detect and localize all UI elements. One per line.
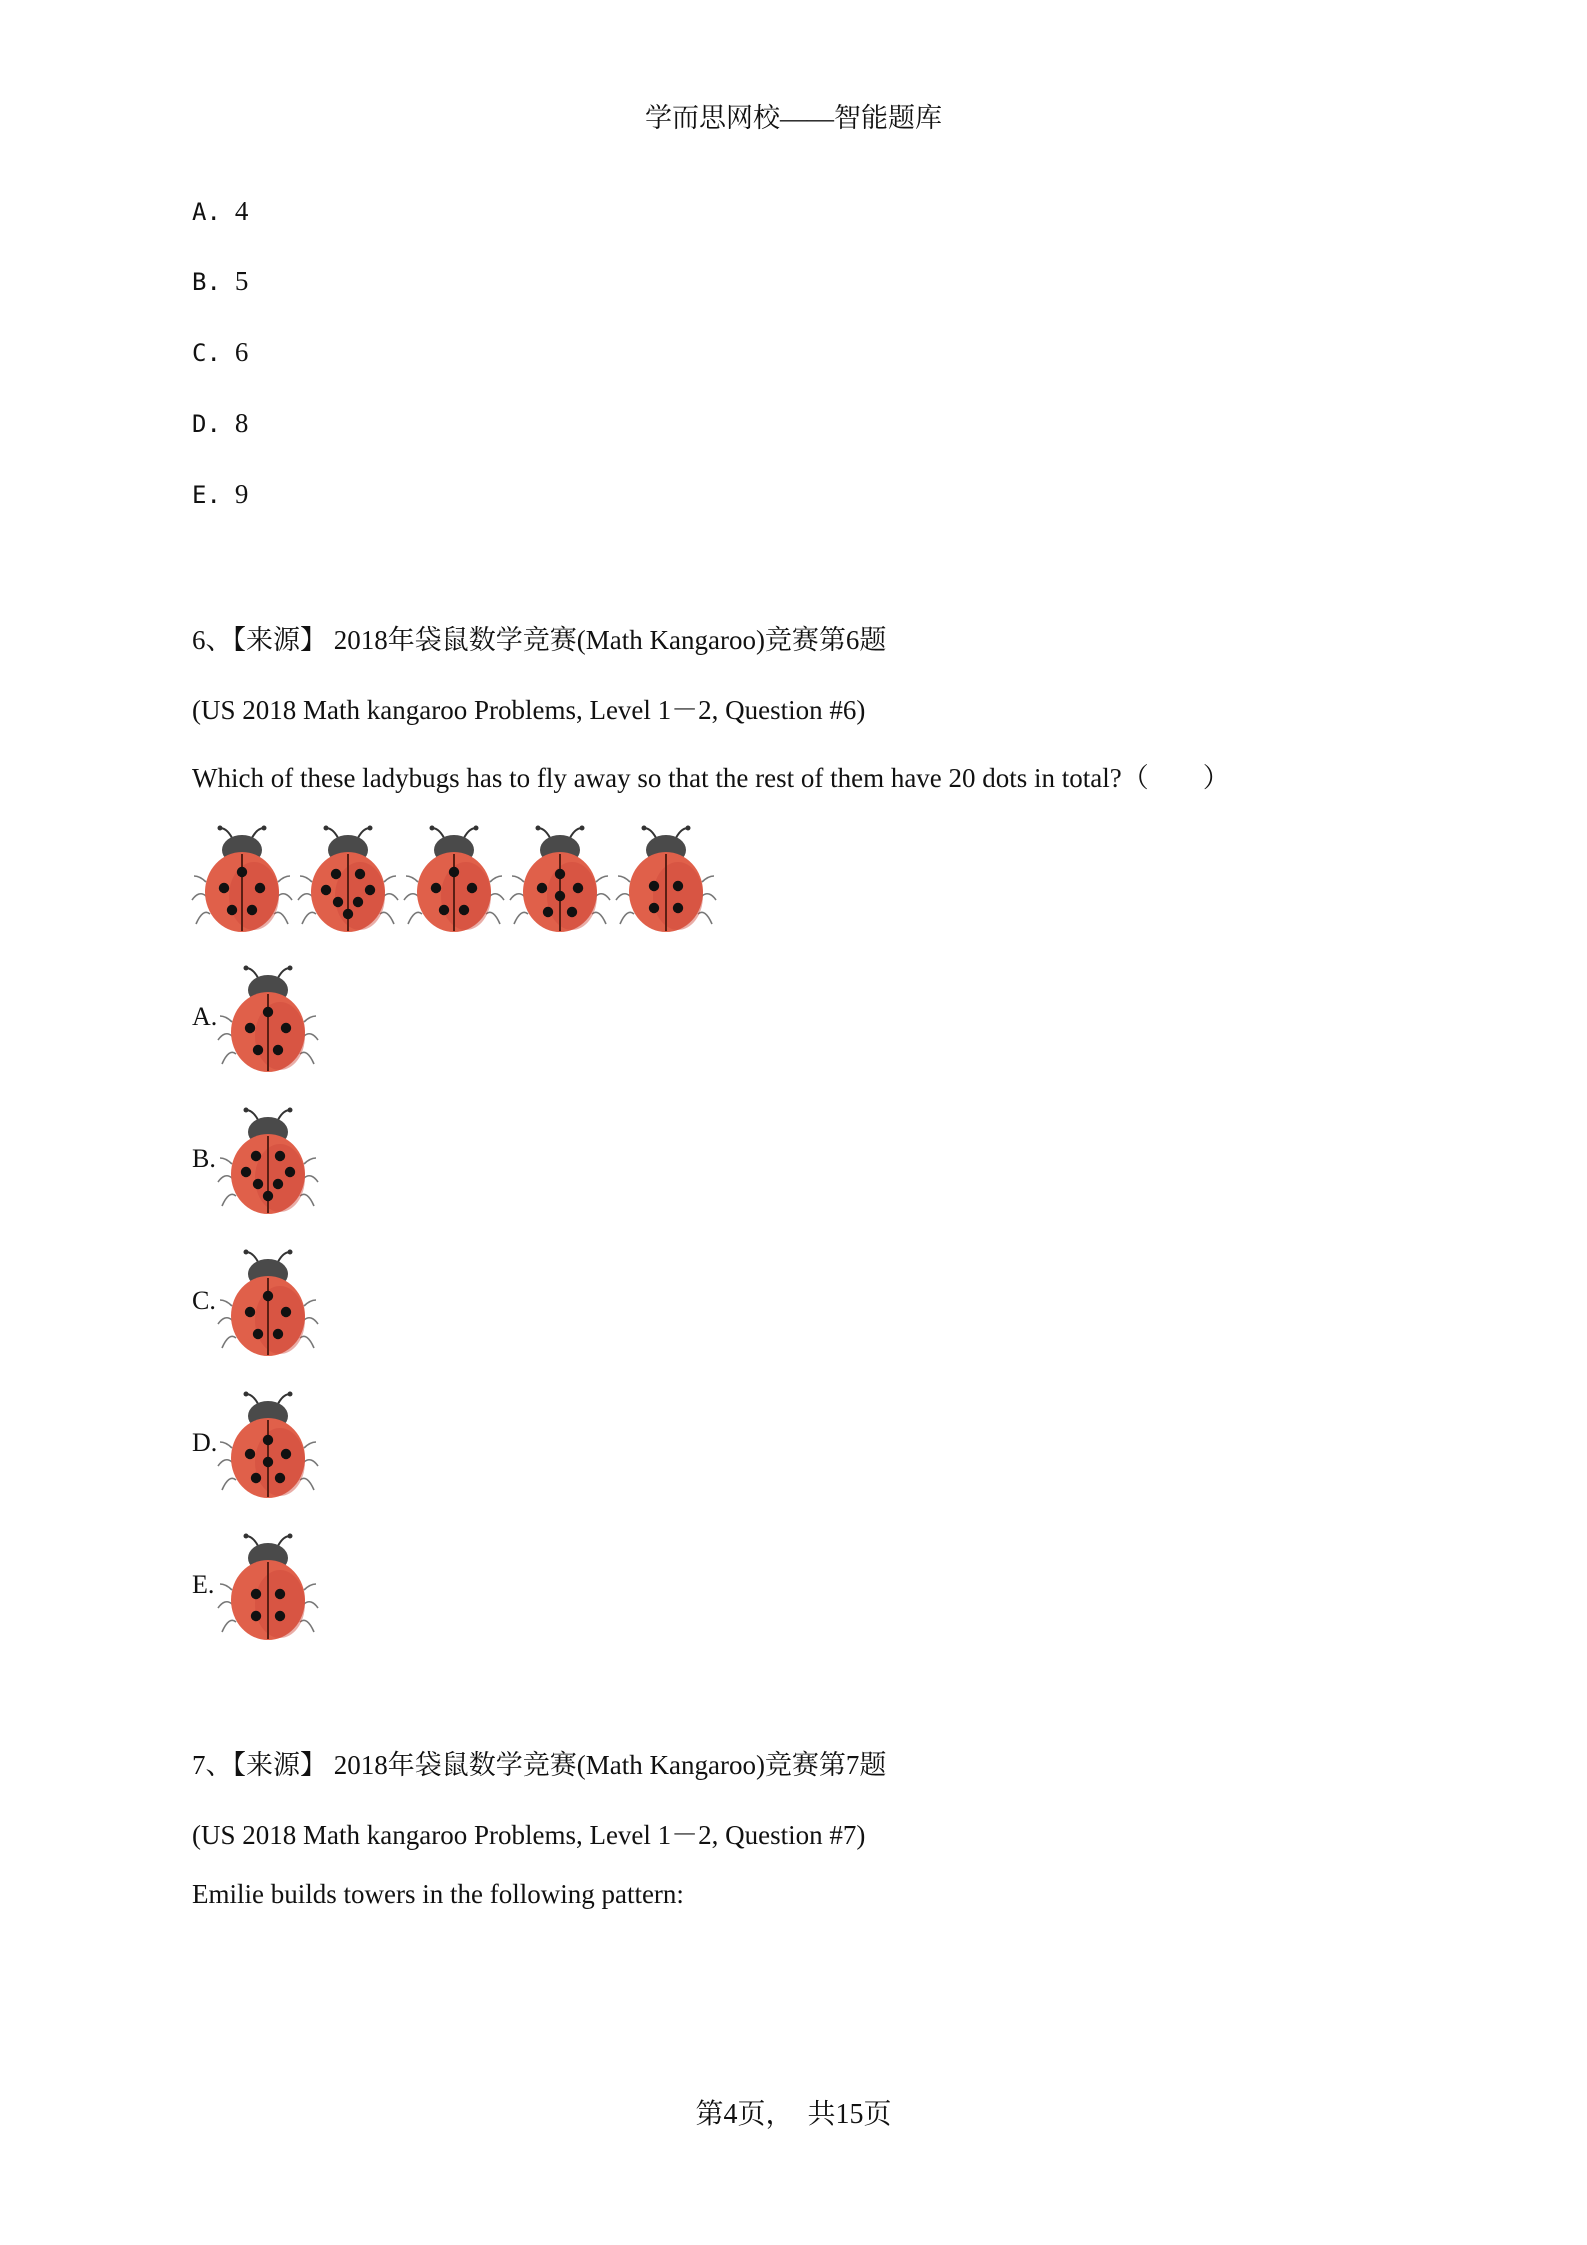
ladybug-dot bbox=[355, 869, 365, 879]
ladybug-dot bbox=[649, 881, 659, 891]
ladybug-leg bbox=[218, 1034, 232, 1040]
option-letter: A. bbox=[192, 198, 221, 226]
ladybug-dot bbox=[219, 883, 229, 893]
q5-option-c[interactable] bbox=[192, 337, 248, 368]
ladybug-row-1 bbox=[192, 824, 292, 934]
ladybug-dot bbox=[275, 1611, 285, 1621]
ladybug-leg bbox=[512, 876, 524, 882]
q7-question: Emilie builds towers in the following pattern: bbox=[192, 1879, 684, 1909]
ladybug-dot bbox=[343, 909, 353, 919]
ladybug-leg bbox=[592, 912, 606, 924]
ladybug-dot bbox=[459, 905, 469, 915]
ladybug-dot bbox=[251, 1473, 261, 1483]
ladybug-leg bbox=[510, 894, 524, 900]
q6-subtitle: (US 2018 Math kangaroo Problems, Level 1－2, Question #6) bbox=[192, 695, 866, 725]
ladybug-dot bbox=[281, 1023, 291, 1033]
ladybug-leg bbox=[300, 1478, 314, 1490]
antenna-tip bbox=[244, 1108, 249, 1113]
ladybug-leg bbox=[278, 876, 290, 882]
ladybug-dot bbox=[263, 1007, 273, 1017]
ladybug-dot bbox=[649, 903, 659, 913]
ladybug-leg bbox=[194, 876, 206, 882]
ladybug-leg bbox=[300, 876, 312, 882]
antenna-tip bbox=[288, 1108, 293, 1113]
ladybug-leg bbox=[300, 1336, 314, 1348]
ladybug-dot bbox=[263, 1191, 273, 1201]
ladybug-leg bbox=[218, 1460, 232, 1466]
ladybug-dot bbox=[273, 1179, 283, 1189]
q6-option-a-letter[interactable]: A. bbox=[192, 1002, 218, 1031]
option-letter: E. bbox=[192, 481, 221, 509]
ladybug-dot bbox=[567, 907, 577, 917]
antenna-tip bbox=[288, 1250, 293, 1255]
ladybug-dot bbox=[245, 1023, 255, 1033]
antenna-tip bbox=[244, 1392, 249, 1397]
antenna-tip bbox=[368, 826, 373, 831]
ladybug-leg bbox=[304, 1442, 316, 1448]
page-footer: 第4页， 共15页 bbox=[695, 2099, 892, 2130]
ladybug-leg bbox=[490, 876, 502, 882]
antenna-tip bbox=[288, 1534, 293, 1539]
ladybug-leg bbox=[300, 1194, 314, 1206]
ladybug-dot bbox=[285, 1167, 295, 1177]
ladybug-leg bbox=[298, 894, 312, 900]
ladybug-leg bbox=[304, 1016, 316, 1022]
option-letter: C. bbox=[192, 339, 221, 367]
ladybug-leg bbox=[384, 894, 398, 900]
ladybug-leg bbox=[222, 1336, 236, 1348]
ladybug-leg bbox=[278, 894, 292, 900]
ladybug-leg bbox=[222, 1052, 236, 1064]
ladybug-dot bbox=[245, 1449, 255, 1459]
option-value: 9 bbox=[234, 479, 249, 509]
ladybug-leg bbox=[222, 1478, 236, 1490]
ladybug-leg bbox=[304, 1584, 316, 1590]
ladybug-shade bbox=[255, 1002, 305, 1070]
ladybug-leg bbox=[304, 1318, 318, 1324]
ladybug-dot bbox=[255, 883, 265, 893]
ladybug-leg bbox=[302, 912, 316, 924]
ladybug-leg bbox=[220, 1584, 232, 1590]
ladybug-shade bbox=[547, 862, 597, 930]
ladybug-leg bbox=[698, 912, 712, 924]
ladybug-leg bbox=[596, 876, 608, 882]
q6-option-e-ladybug[interactable] bbox=[218, 1532, 318, 1642]
option-letter: B. bbox=[192, 268, 221, 296]
ladybug-leg bbox=[300, 1620, 314, 1632]
q6-option-a-ladybug[interactable] bbox=[218, 964, 318, 1074]
ladybug-leg bbox=[514, 912, 528, 924]
ladybug-dot bbox=[353, 897, 363, 907]
q7-source: 7、【来源】 2018年袋鼠数学竞赛(Math Kangaroo)竞赛第7题 bbox=[192, 1750, 887, 1780]
ladybug-dot bbox=[673, 881, 683, 891]
q6-option-b-ladybug[interactable] bbox=[218, 1106, 318, 1216]
ladybug-dot bbox=[281, 1449, 291, 1459]
ladybug-leg bbox=[220, 1300, 232, 1306]
q6-option-e-letter[interactable]: E. bbox=[192, 1570, 215, 1599]
antenna-tip bbox=[244, 966, 249, 971]
ladybug-leg bbox=[408, 912, 422, 924]
antenna-tip bbox=[430, 826, 435, 831]
ladybug-dot bbox=[251, 1611, 261, 1621]
antenna-tip bbox=[262, 826, 267, 831]
ladybug-dot bbox=[467, 883, 477, 893]
antenna-tip bbox=[474, 826, 479, 831]
option-letter: D. bbox=[192, 410, 221, 438]
ladybug-dot bbox=[251, 1589, 261, 1599]
antenna-tip bbox=[642, 826, 647, 831]
antenna-tip bbox=[218, 826, 223, 831]
ladybug-dot bbox=[273, 1045, 283, 1055]
ladybug-leg bbox=[304, 1460, 318, 1466]
antenna-tip bbox=[244, 1250, 249, 1255]
antenna-tip bbox=[244, 1534, 249, 1539]
ladybug-leg bbox=[222, 1194, 236, 1206]
ladybug-dot bbox=[251, 1151, 261, 1161]
ladybug-dot bbox=[253, 1329, 263, 1339]
ladybug-dot bbox=[275, 1473, 285, 1483]
ladybug-leg bbox=[702, 894, 716, 900]
ladybug-dot bbox=[365, 885, 375, 895]
ladybug-leg bbox=[618, 876, 630, 882]
ladybug-dot bbox=[253, 1179, 263, 1189]
ladybug-shade bbox=[255, 1570, 305, 1638]
ladybug-leg bbox=[304, 1158, 316, 1164]
q5-option-d[interactable] bbox=[192, 408, 248, 439]
ladybug-leg bbox=[596, 894, 610, 900]
antenna-tip bbox=[288, 966, 293, 971]
ladybug-dot bbox=[237, 867, 247, 877]
ladybug-dot bbox=[673, 903, 683, 913]
q6-option-c-letter[interactable]: C. bbox=[192, 1286, 216, 1315]
ladybug-row-5 bbox=[616, 824, 716, 934]
ladybug-dot bbox=[573, 883, 583, 893]
ladybug-shade bbox=[229, 862, 279, 930]
ladybug-dot bbox=[263, 1291, 273, 1301]
q6-option-d-ladybug[interactable] bbox=[218, 1390, 318, 1500]
antenna-tip bbox=[686, 826, 691, 831]
option-value: 6 bbox=[234, 337, 249, 367]
ladybug-dot bbox=[263, 1435, 273, 1445]
ladybug-dot bbox=[431, 883, 441, 893]
option-value: 5 bbox=[234, 266, 249, 296]
ladybug-dot bbox=[275, 1589, 285, 1599]
ladybug-leg bbox=[404, 894, 418, 900]
ladybug-dot bbox=[245, 1307, 255, 1317]
q6-question: Which of these ladybugs has to fly away so that the rest of them have 20 dots in total?（ ） bbox=[192, 763, 1230, 793]
ladybug-leg bbox=[486, 912, 500, 924]
ladybug-leg bbox=[406, 876, 418, 882]
ladybug-dot bbox=[247, 905, 257, 915]
q6-option-d-letter[interactable]: D. bbox=[192, 1428, 218, 1457]
ladybug-dot bbox=[273, 1329, 283, 1339]
q6-option-b-letter[interactable]: B. bbox=[192, 1144, 216, 1173]
ladybug-leg bbox=[220, 1442, 232, 1448]
ladybug-dot bbox=[449, 867, 459, 877]
ladybug-leg bbox=[304, 1300, 316, 1306]
option-value: 8 bbox=[234, 408, 249, 438]
ladybug-dot bbox=[281, 1307, 291, 1317]
ladybug-row-3 bbox=[404, 824, 504, 934]
ladybug-row-4 bbox=[510, 824, 610, 934]
ladybug-leg bbox=[300, 1052, 314, 1064]
ladybug-leg bbox=[192, 894, 206, 900]
ladybug-leg bbox=[616, 894, 630, 900]
ladybug-dot bbox=[537, 883, 547, 893]
ladybug-leg bbox=[304, 1034, 318, 1040]
ladybug-leg bbox=[274, 912, 288, 924]
antenna-tip bbox=[324, 826, 329, 831]
option-value: 4 bbox=[234, 196, 249, 226]
ladybug-leg bbox=[196, 912, 210, 924]
ladybug-shade bbox=[255, 1428, 305, 1496]
ladybug-shade bbox=[653, 862, 703, 930]
q5-option-b[interactable] bbox=[192, 266, 248, 297]
q5-option-a[interactable] bbox=[192, 196, 248, 227]
ladybug-dot bbox=[275, 1151, 285, 1161]
ladybug-dot bbox=[253, 1045, 263, 1055]
ladybug-leg bbox=[220, 1016, 232, 1022]
q6-source: 6、【来源】 2018年袋鼠数学竞赛(Math Kangaroo)竞赛第6题 bbox=[192, 625, 887, 655]
ladybug-leg bbox=[304, 1176, 318, 1182]
ladybug-dot bbox=[331, 869, 341, 879]
ladybug-leg bbox=[620, 912, 634, 924]
q5-option-e[interactable] bbox=[192, 479, 248, 510]
ladybug-leg bbox=[220, 1158, 232, 1164]
ladybug-leg bbox=[218, 1602, 232, 1608]
ladybug-row-2 bbox=[298, 824, 398, 934]
ladybug-leg bbox=[218, 1318, 232, 1324]
ladybug-dot bbox=[555, 891, 565, 901]
ladybug-shade bbox=[441, 862, 491, 930]
q7-subtitle: (US 2018 Math kangaroo Problems, Level 1－2, Question #7) bbox=[192, 1820, 866, 1850]
antenna-tip bbox=[536, 826, 541, 831]
antenna-tip bbox=[288, 1392, 293, 1397]
ladybug-leg bbox=[702, 876, 714, 882]
ladybug-dot bbox=[555, 869, 565, 879]
ladybug-dot bbox=[263, 1457, 273, 1467]
ladybug-dot bbox=[227, 905, 237, 915]
antenna-tip bbox=[580, 826, 585, 831]
q6-option-c-ladybug[interactable] bbox=[218, 1248, 318, 1358]
ladybug-leg bbox=[304, 1602, 318, 1608]
ladybug-leg bbox=[490, 894, 504, 900]
ladybug-dot bbox=[333, 897, 343, 907]
ladybug-dot bbox=[241, 1167, 251, 1177]
ladybug-dot bbox=[439, 905, 449, 915]
ladybug-leg bbox=[218, 1176, 232, 1182]
page-header: 学而思网校——智能题库 bbox=[645, 103, 942, 133]
ladybug-leg bbox=[222, 1620, 236, 1632]
ladybug-leg bbox=[384, 876, 396, 882]
ladybug-leg bbox=[380, 912, 394, 924]
ladybug-shade bbox=[255, 1286, 305, 1354]
ladybug-dot bbox=[543, 907, 553, 917]
ladybug-dot bbox=[321, 885, 331, 895]
